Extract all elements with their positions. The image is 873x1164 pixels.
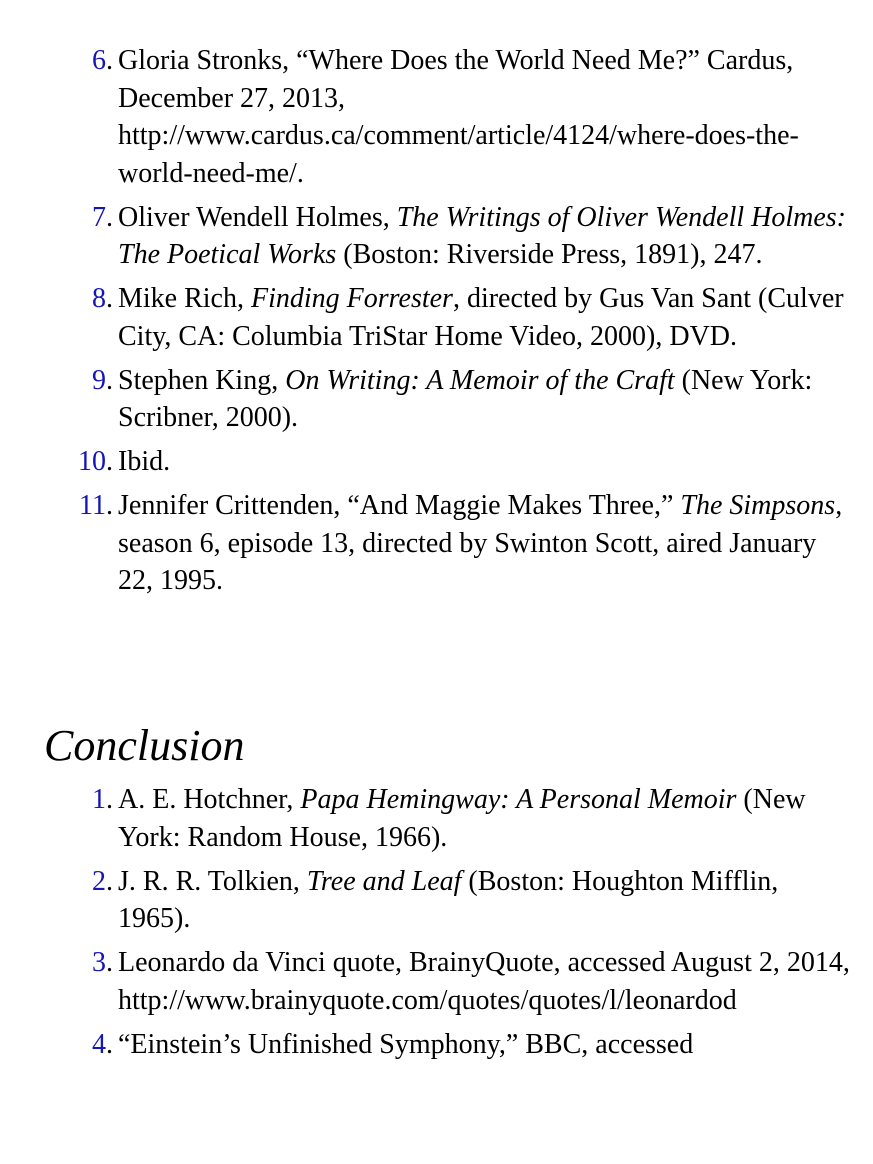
section-heading-conclusion: Conclusion [44,721,245,770]
endnote-number-link[interactable]: 7 [92,201,106,233]
endnote [0,362,873,437]
citation-text: J. R. R. Tolkien, [118,865,307,897]
endnote-number-period: . [106,1028,113,1060]
endnote [0,487,873,600]
endnote-number-period: . [106,784,113,815]
endnote-number-link[interactable]: 4 [92,1028,106,1060]
endnote-number-period: . [106,364,113,396]
citation-text: (Boston: Riverside Press, 1891), 247. [336,239,763,270]
citation-url: http://www.brainyquote.com/quotes/quotes/l/leonardod [118,984,737,1016]
citation-text: Stephen King, [118,364,286,396]
citation-title: On Writing: A Memoir of the Craft [285,364,675,396]
citation-text: (New York: Scribner, 2000). [118,364,813,433]
citation-text: Leonardo da Vinci quote, BrainyQuote, accessed August 2, 2014, [118,947,850,978]
endnote-text [118,446,170,477]
endnote-text [118,283,844,352]
endnote-number-link[interactable]: 2 [92,865,106,897]
citation-title: The Simpsons [680,490,836,521]
endnote-number-period: . [106,201,113,233]
endnote-number-link[interactable]: 8 [92,283,106,314]
citation-title: Finding Forrester [251,283,453,314]
endnote [0,42,873,192]
citation-text: Ibid. [118,446,171,477]
endnote-number-period: . [106,947,113,978]
citation-text: (New York: Random House, 1966). [118,784,806,853]
citation-text: , directed by Gus Van Sant (Culver City, CA: Columbia TriStar Home Video, 2000), DVD. [118,283,844,352]
endnote-text [118,365,812,434]
endnote-text [118,947,853,1019]
endnote [0,280,873,355]
endnote-text [118,1029,693,1060]
citation-text: Oliver Wendell Holmes, [118,201,397,233]
endnote-number-period: . [106,446,113,477]
endnote [0,199,873,274]
endnote-number-link[interactable]: 3 [92,947,106,978]
endnote [0,944,873,1019]
endnote-number-period: . [106,490,113,521]
endnote [0,443,873,481]
citation-title: Papa Hemingway: A Personal Memoir [300,784,737,815]
endnote-text [118,866,778,935]
endnote-number-period: . [106,283,113,314]
endnote-number-period: . [106,865,113,897]
conclusion-endnotes-list [0,781,873,1063]
notes-section-chapter [0,42,873,606]
citation-text: , season 6, episode 13, directed by Swinton Scott, aired January 22, 1995. [118,490,843,596]
endnote-number-link[interactable]: 1 [92,784,106,815]
endnote [0,863,873,938]
endnotes-list [0,42,873,600]
endnote-text [118,490,842,596]
endnote-number-link[interactable]: 6 [92,45,106,76]
citation-text: A. E. Hotchner, [118,784,301,815]
citation-text: “Einstein’s Unfinished Symphony,” BBC, accessed [118,1028,694,1060]
citation-text: (Boston: Houghton Mifflin, 1965). [118,865,779,934]
endnote-text [118,202,846,271]
endnote [0,781,873,856]
citation-title: The Writings of Oliver Wendell Holmes: The Poetical Works [118,201,846,270]
notes-section-conclusion [0,781,873,1070]
endnote-number-period: . [106,45,113,76]
citation-title: Tree and Leaf [306,865,462,897]
endnote-number-link[interactable]: 9 [92,364,106,396]
citation-text: Mike Rich, [118,283,251,314]
endnote-text [118,784,806,853]
citation-text: Jennifer Crittenden, “And Maggie Makes Three,” [118,490,681,521]
endnote-number-link[interactable]: 10 [78,446,106,477]
endnote-number-link[interactable]: 11 [79,490,106,521]
citation-text: Gloria Stronks, “Where Does the World Need Me?” Cardus, December 27, 2013, http://www.cardus.ca/comment/article/4124/where-does-the-world-need-me/. [118,45,799,189]
endnote-text [118,45,799,189]
endnote [0,1026,873,1064]
